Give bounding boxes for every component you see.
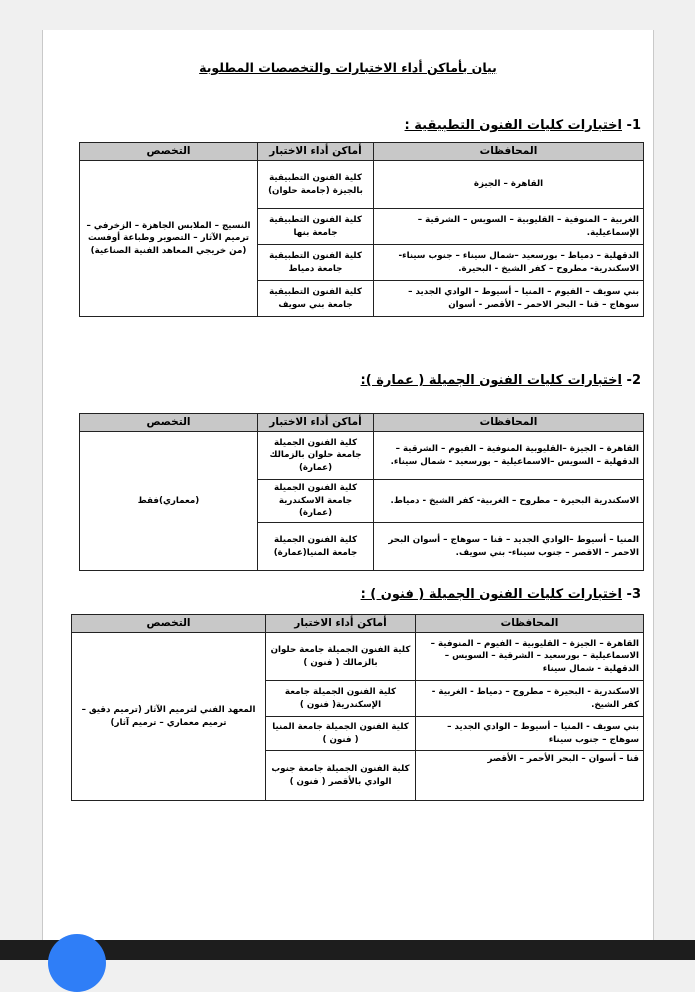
section-2-title: اختبارات كليات الفنون الجميلة ( عمارة ): bbox=[360, 373, 623, 388]
s1-specialization: النسيج – الملابس الجاهزة – الزخرفي – ترميم الآثار – التصوير وطباعة أوفست (من خريجي المعاهد الفنية الصناعية) bbox=[80, 161, 258, 317]
s1-row3-place: كلية الفنون التطبيقية جامعة دمياط bbox=[258, 245, 374, 281]
header-places: أماكن أداء الاختبار bbox=[266, 615, 416, 633]
header-specialization: التخصص bbox=[80, 414, 258, 432]
header-specialization: التخصص bbox=[72, 615, 266, 633]
s3-row3-governorates: بني سويف - المنيا – أسيوط – الوادي الجديد – سوهاج – جنوب سيناء bbox=[416, 717, 644, 751]
section-1-heading bbox=[405, 118, 641, 133]
s2-row2-place: كلية الفنون الجميلة جامعة الاسكندرية (عمارة) bbox=[258, 480, 374, 523]
section-3-title: اختبارات كليات الفنون الجميلة ( فنون ) : bbox=[360, 587, 623, 602]
section-3-table bbox=[71, 614, 644, 801]
section-2-number: 2- bbox=[626, 373, 641, 388]
section-2-table bbox=[79, 413, 644, 571]
section-2-heading bbox=[361, 373, 641, 388]
section-1-number: 1- bbox=[626, 118, 641, 133]
section-1-title: اختبارات كليات الفنون التطبيقية : bbox=[404, 118, 623, 133]
s2-row3-place: كلية الفنون الجميلة جامعة المنيا(عمارة) bbox=[258, 523, 374, 571]
floating-action-button[interactable] bbox=[48, 934, 106, 992]
header-places: أماكن أداء الاختبار bbox=[258, 414, 374, 432]
header-governorates: المحافظات bbox=[374, 414, 644, 432]
s3-row4-place: كلية الفنون الجميلة جامعة جنوب الوادي بالأقصر ( فنون ) bbox=[266, 751, 416, 801]
header-governorates: المحافظات bbox=[416, 615, 644, 633]
s3-row1-governorates: القاهرة – الجيزة – القليوبية – الفيوم – المنوفية – الاسماعيلية – بورسعيد – الشرقية – السويس – الدقهلية - شمال سيناء bbox=[416, 633, 644, 681]
document-page bbox=[42, 30, 654, 940]
s2-row3-governorates: المنيا – أسيوط –الوادي الجديد – قنا – سوهاج – أسوان البحر الاحمر – الاقصر – جنوب سيناء- بني سويف. bbox=[374, 523, 644, 571]
s3-specialization: المعهد الفني لترميم الآثار (ترميم دقيق – ترميم معماري – ترميم آثار) bbox=[72, 633, 266, 801]
s3-row2-governorates: الاسكندرية - البحيرة – مطروح – دمياط - الغربية - كفر الشيخ. bbox=[416, 681, 644, 717]
s2-row1-governorates: القاهرة – الجيزة –القليوبية المنوفية – الفيوم – الشرقية – الدقهلية – السويس –الاسماعيلية – بورسعيد - شمال سيناء. bbox=[374, 432, 644, 480]
header-places: أماكن أداء الاختبار bbox=[258, 143, 374, 161]
section-3-heading bbox=[361, 587, 641, 602]
section-1-table bbox=[79, 142, 644, 317]
s3-row3-place: كلية الفنون الجميلة جامعة المنيا ( فنون ) bbox=[266, 717, 416, 751]
s3-row2-place: كلية الفنون الجميلة جامعة الإسكندرية( فنون ) bbox=[266, 681, 416, 717]
header-governorates: المحافظات bbox=[374, 143, 644, 161]
s3-row1-place: كلية الفنون الجميلة جامعة حلوان بالزمالك ( فنون ) bbox=[266, 633, 416, 681]
s1-row4-governorates: بني سويف – الفيوم – المنيا – أسيوط – الوادي الجديد – سوهاج – قنا – البحر الاحمر – الأقصر - أسوان bbox=[374, 281, 644, 317]
s1-row3-governorates: الدقهلية – دمياط – بورسعيد –شمال سيناء – جنوب سيناء- الاسكندرية- مطروح – كفر الشيخ - البحيرة. bbox=[374, 245, 644, 281]
s2-row1-place: كلية الفنون الجميلة جامعة حلوان بالزمالك (عمارة) bbox=[258, 432, 374, 480]
s1-row2-governorates: الغربية – المنوفية – القليوبية – السويس – الشرقية – الإسماعيلية. bbox=[374, 209, 644, 245]
s2-specialization: (معماري)فقط bbox=[80, 432, 258, 571]
s1-row1-governorates: القاهرة – الجيزة bbox=[374, 161, 644, 209]
s2-row2-governorates: الاسكندرية البحيرة – مطروح – الغربية- كفر الشيخ - دمياط. bbox=[374, 480, 644, 523]
section-3-number: 3- bbox=[626, 587, 641, 602]
s1-row1-place: كلية الفنون التطبيقية بالجيزة (جامعة حلوان) bbox=[258, 161, 374, 209]
document-title: بيان بأماكن أداء الاختبارات والتخصصات المطلوبة bbox=[199, 60, 497, 75]
s3-row4-governorates: قنا – أسوان – البحر الأحمر – الأقصر bbox=[416, 751, 644, 801]
header-specialization: التخصص bbox=[80, 143, 258, 161]
s1-row4-place: كلية الفنون التطبيقية جامعة بني سويف bbox=[258, 281, 374, 317]
s1-row2-place: كلية الفنون التطبيقية جامعة بنها bbox=[258, 209, 374, 245]
